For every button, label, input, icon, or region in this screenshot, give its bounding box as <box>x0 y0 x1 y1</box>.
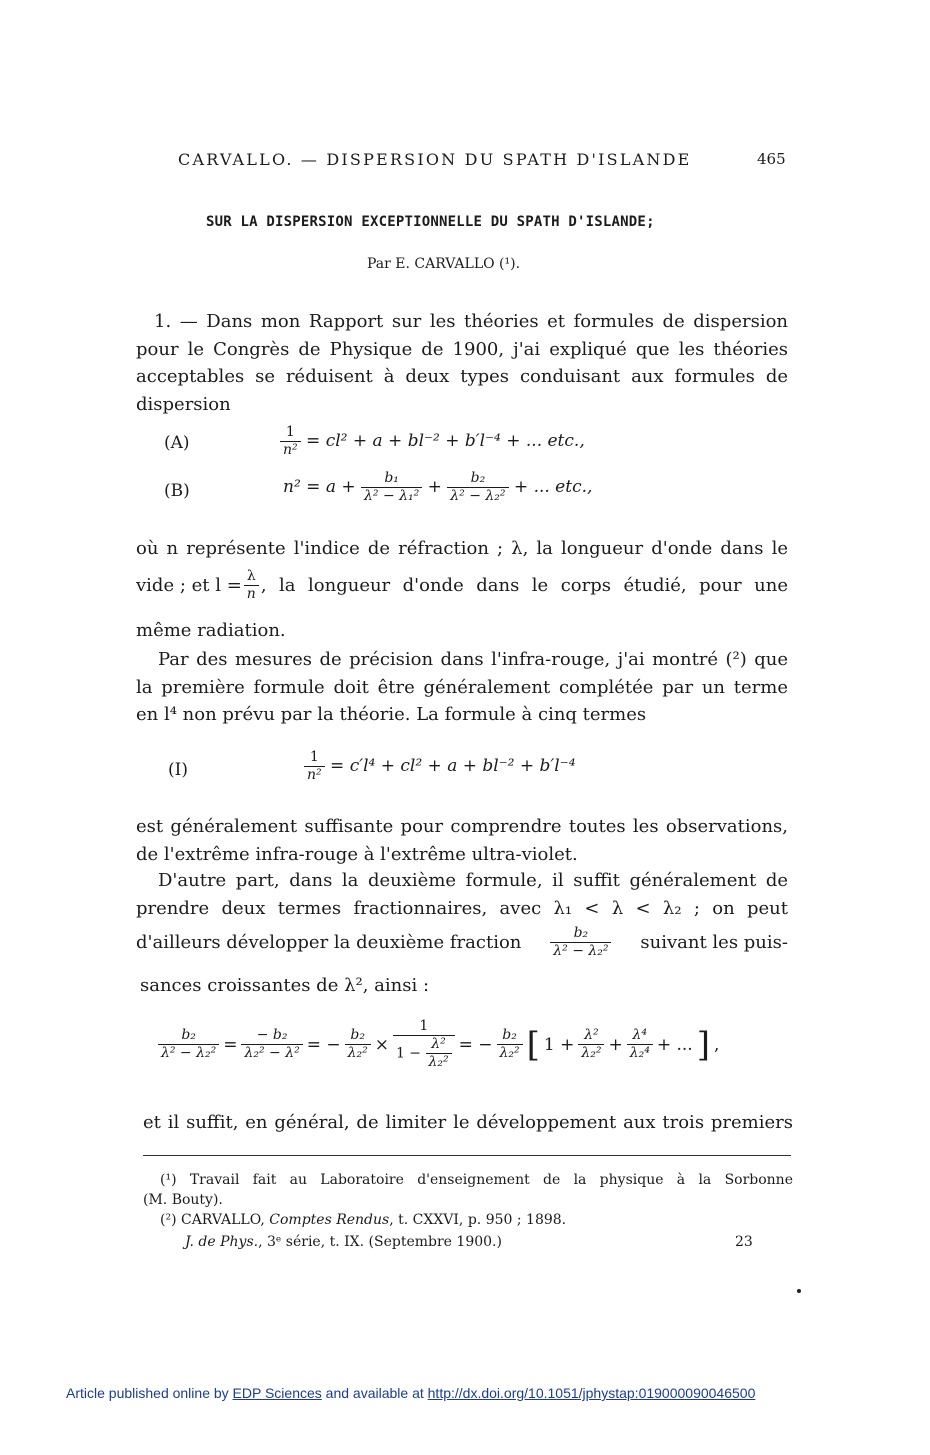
fraction: $\frac{\text{b₁}}{\text{λ² − λ₁²}}$ <box>361 470 422 505</box>
equation-b-lhs: n² = a + <box>283 477 356 497</box>
paragraph-text: , la longueur d'onde dans le corps étudié, pour une <box>260 575 788 596</box>
paragraph-line: 1. — Dans mon Rapport sur les théories et formules de dispersion <box>154 311 788 332</box>
fraction: $\frac{\text{b₂}}{\text{λ₂²}}$ <box>497 1027 523 1062</box>
equation-i <box>304 749 576 784</box>
publisher-footer: Article published online by EDP Sciences and available at http://dx.doi.org/10.1051/jphystap:019000090046500 <box>66 1385 756 1401</box>
article-byline: Par E. CARVALLO (¹). <box>367 256 521 272</box>
doi-link[interactable]: http://dx.doi.org/10.1051/jphystap:019000090046500 <box>427 1385 756 1401</box>
fraction: $\frac{\lambda}{n}$ <box>244 568 259 603</box>
paragraph-line: Par des mesures de précision dans l'infra-rouge, j'ai montré (²) que <box>158 649 788 670</box>
paragraph-6: et il suffit, en général, de limiter le développement aux trois premiers <box>143 1112 793 1133</box>
equation-label-a: (A) <box>164 433 190 453</box>
paragraph-3 <box>136 646 788 729</box>
expansion-equation: $\frac{\text{b₂}}{\text{λ² − λ₂²}}$ = $\frac{\text{− b₂}}{\text{λ₂² − λ²}}$ = − $\frac{\text{b₂}}{\text{λ₂²}}$ × 1 1 − $\frac{\text{λ²}}{\text{λ₂²}}$ = − $\frac{\text{b₂}}{\text{λ₂²}}$ [ 1 + $\frac{\text{λ²}}{\text{λ₂²}}$ + $\frac{\text{λ⁴}}{\text{λ₂⁴}}$ + ... ] , <box>158 1018 719 1071</box>
footnote-2-journal: Comptes Rendus <box>269 1212 390 1228</box>
fraction: $\frac{1}{\text{n²}}$ <box>304 749 325 784</box>
page-number: 465 <box>757 150 786 168</box>
equation-a <box>280 424 585 459</box>
fraction: $\frac{\text{λ⁴}}{\text{λ₂⁴}}$ <box>627 1027 653 1062</box>
paragraph-line: pour le Congrès de Physique de 1900, j'ai expliqué que les théories <box>136 338 788 360</box>
paragraph-line: prendre deux termes fractionnaires, avec λ₁ < λ < λ₂ ; on peut <box>136 897 788 919</box>
paragraph-line: de l'extrême infra-rouge à l'extrême ultra-violet. <box>136 843 578 865</box>
scan-speck <box>797 1289 801 1293</box>
paragraph-line: en l⁴ non prévu par la théorie. La formule à cinq termes <box>136 704 647 725</box>
equation-a-terms: = cl² + a + bl⁻² + b′l⁻⁴ + ... etc., <box>306 431 585 451</box>
paragraph-5-line-3 <box>136 925 788 960</box>
edp-sciences-link[interactable]: EDP Sciences <box>232 1385 322 1401</box>
paragraph-text: suivant les puis- <box>640 932 788 953</box>
paragraph-line: la première formule doit être généralement complétée par un terme <box>136 676 788 698</box>
paragraph-line: acceptables se réduisent à deux types conduisant aux formules de <box>136 366 788 387</box>
paragraph-text: d'ailleurs développer la deuxième fraction <box>136 932 522 953</box>
running-header: CARVALLO. — DISPERSION DU SPATH D'ISLANDE <box>178 150 692 169</box>
equation-label-b: (B) <box>164 481 190 501</box>
paragraph-line: D'autre part, dans la deuxième formule, il suffit généralement de <box>158 870 788 891</box>
journal-citation: J. de Phys., 3ᵉ série, t. IX. (Septembre 1900.) <box>185 1234 502 1250</box>
fraction: $\frac{\text{λ²}}{\text{λ₂²}}$ <box>578 1027 604 1062</box>
footnote-rule <box>143 1155 791 1156</box>
fraction: $\frac{\text{b₂}}{\text{λ² − λ₂²}}$ <box>447 470 508 505</box>
paragraph-text: vide ; et l = <box>136 575 242 596</box>
journal-citation-name: J. de Phys. <box>185 1234 259 1250</box>
paragraph-4 <box>136 813 788 868</box>
footnote-2: (²) CARVALLO, Comptes Rendus, t. CXXVI, p. 950 ; 1898. <box>160 1212 567 1228</box>
fraction: $\frac{\text{b₂}}{\text{λ₂²}}$ <box>345 1027 371 1062</box>
sheet-number: 23 <box>735 1234 753 1250</box>
paragraph-line: est généralement suffisante pour comprendre toutes les observations, <box>136 816 788 837</box>
fraction: $\frac{\text{b₂}}{\text{λ² − λ₂²}}$ <box>158 1027 219 1062</box>
equation-b: n² = a + $\frac{\text{b₁}}{\text{λ² − λ₁²}}$ + $\frac{\text{b₂}}{\text{λ² − λ₂²}}$ + ... etc., <box>283 470 593 504</box>
equation-label-i: (I) <box>168 760 188 780</box>
equation-i-terms: = c′l⁴ + cl² + a + bl⁻² + b′l⁻⁴ <box>330 756 576 776</box>
paragraph-2-line-3: même radiation. <box>136 620 286 641</box>
paragraph-2-line-1: où n représente l'indice de réfraction ; λ, la longueur d'onde dans le <box>136 538 788 559</box>
fraction: $\frac{\text{− b₂}}{\text{λ₂² − λ²}}$ <box>241 1027 302 1062</box>
equation-b-terms: + ... etc., <box>513 477 593 497</box>
paragraph-line: dispersion <box>136 393 231 415</box>
fraction: $\frac{\text{b₂}}{\text{λ² − λ₂²}}$ <box>550 925 611 960</box>
paragraph-5 <box>136 867 788 922</box>
fraction: 1 1 − $\frac{\text{λ²}}{\text{λ₂²}}$ <box>393 1018 455 1071</box>
footnote-1-line-1: (¹) Travail fait au Laboratoire d'enseignement de la physique à la Sorbonne <box>160 1172 793 1188</box>
footnote-1-line-2: (M. Bouty). <box>143 1192 223 1208</box>
paragraph-1 <box>136 308 788 418</box>
fraction: $\frac{1}{\text{n²}}$ <box>280 424 301 459</box>
paragraph-2-line-2 <box>136 568 788 603</box>
paragraph-5-line-4: sances croissantes de λ², ainsi : <box>140 975 430 996</box>
article-title: SUR LA DISPERSION EXCEPTIONNELLE DU SPATH D'ISLANDE; <box>206 214 655 230</box>
